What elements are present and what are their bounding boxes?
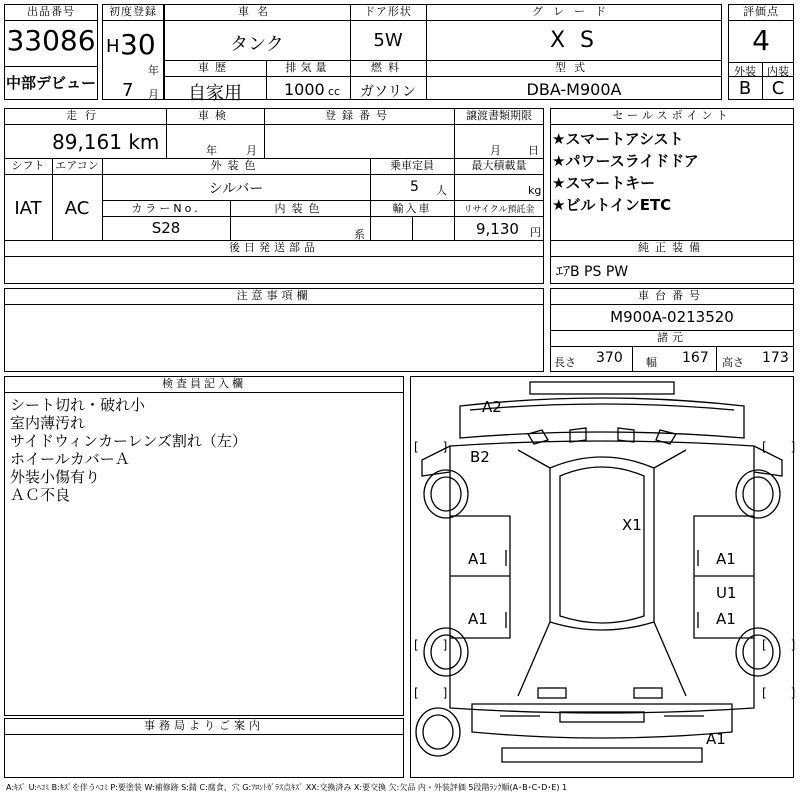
- exterior-label: 外装: [734, 65, 756, 78]
- interior-grade: C: [771, 78, 785, 99]
- lot-label: 出品番号: [27, 5, 75, 18]
- plate-label: 登録番号: [325, 109, 393, 122]
- year: 30: [120, 28, 156, 61]
- damage-mark-front: A2: [482, 398, 502, 416]
- damage-mark-right-rear-door: A1: [716, 610, 736, 628]
- later-parts-label: 後日発送部品: [229, 241, 319, 254]
- interior-label: 内装: [767, 65, 789, 78]
- inspection-month-unit: 月: [246, 144, 257, 157]
- history-label: 車歴: [198, 61, 232, 74]
- door-label: ドア形状: [364, 5, 412, 18]
- equipment-label: 純正装備: [638, 241, 706, 254]
- capacity-label: 乗車定員: [390, 159, 434, 172]
- inspector-line: 外装小傷有り: [10, 468, 101, 486]
- bracket-left-2: [ ]: [414, 638, 448, 652]
- model-label: 型式: [555, 61, 593, 74]
- int-color-label: 内装色: [274, 202, 326, 215]
- office-label: 事務局よりご案内: [144, 719, 264, 732]
- length-label: 長さ: [554, 356, 576, 369]
- sales-points-list: [552, 128, 699, 216]
- inspector-label: 検査員記入欄: [162, 377, 246, 390]
- sales-point-item: ★スマートキー: [552, 174, 656, 192]
- shift-label: シフト: [11, 159, 45, 172]
- bracket-left-3: [ ]: [414, 686, 448, 700]
- inspection-year-unit: 年: [206, 144, 217, 157]
- damage-mark-right-front-door: A1: [716, 550, 736, 568]
- chassis-label: 車台番号: [638, 289, 706, 302]
- mileage-label: 走行: [66, 109, 104, 122]
- width: 167: [682, 350, 709, 366]
- bracket-right-1: [ ]: [762, 440, 796, 454]
- inspection-label: 車検: [198, 109, 232, 122]
- legend: A:ｷｽﾞ U:ﾍｺﾐ B:ｷｽﾞを伴うﾍｺﾐ P:要塗装 W:補修跡 S:錆 C:腐食、穴 G:ﾌﾛﾝﾄｶﾞﾗｽ点ｷｽﾞ XX:交換済み X:要交換 欠:欠品 内・外装評価 5段階ﾗﾝｸ順(A･B･C･D･E) 1: [6, 783, 568, 792]
- inspector-line: ＡＣ不良: [10, 486, 71, 504]
- grade: X S: [549, 28, 599, 53]
- grade-label: グレード: [532, 5, 616, 18]
- damage-mark-left-front-door: A1: [468, 550, 488, 568]
- notes-label: 注意事項欄: [236, 289, 312, 302]
- height-label: 高さ: [722, 356, 744, 369]
- month: 7: [122, 80, 134, 101]
- year-unit: 年: [148, 64, 159, 77]
- color-no: S28: [151, 219, 181, 237]
- height: 173: [762, 350, 789, 366]
- color-no-label: カラーNo.: [131, 202, 201, 215]
- first-reg-label: 初度登録: [109, 5, 157, 18]
- displacement-label: 排気量: [285, 61, 331, 74]
- damage-mark-left-front: B2: [470, 448, 490, 466]
- ac: AC: [64, 198, 90, 219]
- fuel-label: 燃料: [371, 61, 405, 74]
- damage-mark-right-rear-dent: U1: [716, 584, 737, 602]
- int-color-unit: 系: [354, 228, 365, 241]
- transfer-label: 譲渡書類期限: [466, 109, 532, 122]
- sales-point-item: ★スマートアシスト: [552, 130, 684, 148]
- color-label: 外装色: [210, 159, 262, 172]
- sales-points-label: セールスポイント: [612, 109, 732, 122]
- ac-label: エアコン: [55, 159, 99, 172]
- exterior-grade: B: [738, 78, 752, 99]
- score: 4: [752, 24, 770, 57]
- car-name-label: 車名: [238, 5, 276, 18]
- color: シルバー: [208, 181, 264, 197]
- inspector-notes: [10, 396, 247, 504]
- displacement-unit: cc: [328, 85, 341, 98]
- width-label: 幅: [646, 356, 657, 369]
- car-name: タンク: [230, 34, 284, 55]
- inspector-line: サイドウィンカーレンズ割れ（左）: [10, 432, 247, 450]
- model: DBA-M900A: [526, 80, 622, 99]
- lot-number: 33086: [6, 24, 96, 57]
- door: 5W: [373, 30, 403, 51]
- load-label: 最大積載量: [471, 159, 527, 172]
- recycle: 9,130: [476, 220, 519, 238]
- length: 370: [596, 350, 623, 366]
- bracket-right-3: [ ]: [762, 686, 796, 700]
- damage-mark-left-rear-door: A1: [468, 610, 488, 628]
- bracket-left-1: [ ]: [414, 440, 448, 454]
- transfer-day-unit: 日: [528, 144, 539, 157]
- transfer-month-unit: 月: [490, 144, 501, 157]
- capacity: 5: [410, 179, 419, 195]
- damage-mark-rear: A1: [706, 730, 726, 748]
- score-label: 評価点: [743, 5, 779, 18]
- month-unit: 月: [148, 88, 159, 101]
- era: H: [106, 36, 120, 57]
- load-unit: kg: [528, 184, 542, 197]
- displacement: 1000: [284, 80, 325, 99]
- mileage: 89,161 km: [52, 130, 160, 154]
- bracket-right-2: [ ]: [762, 638, 796, 652]
- recycle-label: リサイクル預託金: [463, 205, 535, 215]
- recycle-unit: 円: [530, 226, 541, 239]
- capacity-unit: 人: [436, 184, 447, 197]
- inspector-line: 室内薄汚れ: [10, 414, 86, 432]
- inspector-line: シート切れ・破れ小: [10, 396, 146, 414]
- chassis-value: M900A-0213520: [610, 308, 734, 326]
- history: 自家用: [188, 83, 242, 104]
- damage-mark-roof: X1: [622, 516, 642, 534]
- car-diagram: [410, 376, 794, 778]
- inspector-line: ホイールカバーＡ: [10, 450, 130, 468]
- shift: IAT: [14, 198, 42, 219]
- debut-label: 中部デビュー: [5, 74, 96, 92]
- equipment-value: ｴｱB PS PW: [556, 264, 629, 280]
- fuel: ガソリン: [360, 84, 416, 100]
- sales-point-item: ★パワースライドドア: [552, 152, 699, 170]
- dims-label: 諸元: [657, 331, 687, 344]
- sales-point-item: ★ビルトインETC: [552, 196, 672, 214]
- import-label: 輸入車: [392, 202, 432, 215]
